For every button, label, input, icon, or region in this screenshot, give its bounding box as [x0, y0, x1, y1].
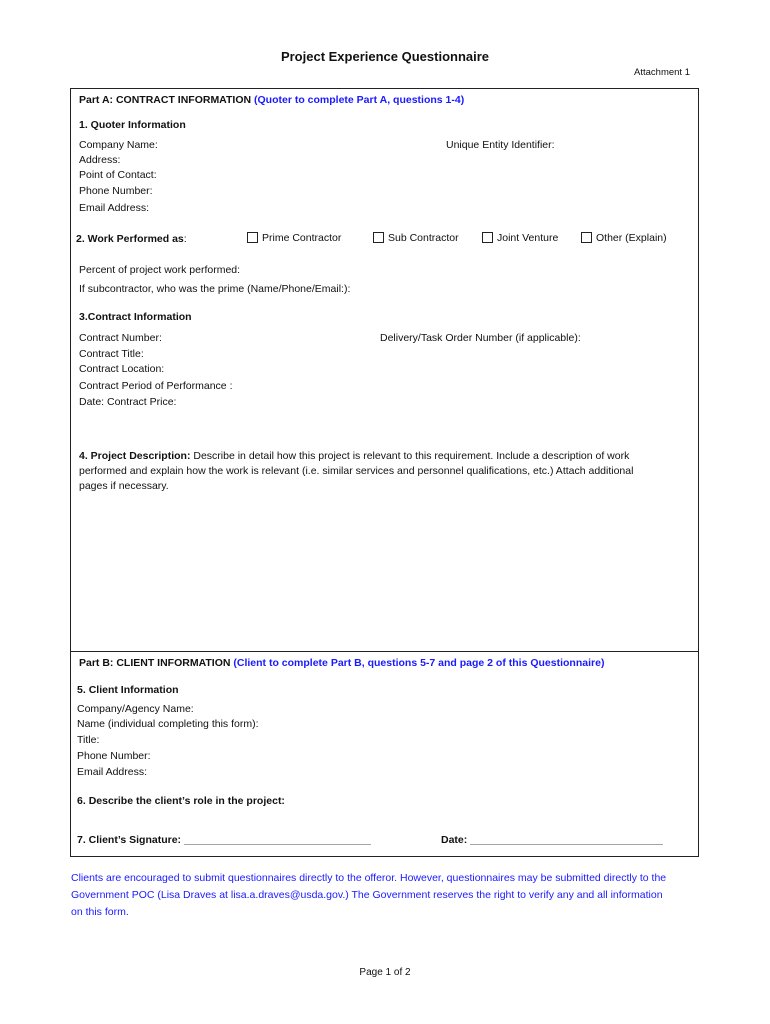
work-performed-label: [76, 233, 187, 245]
footer-note: Clients are encouraged to submit questionnaires directly to the offeror. However, questionnaires may be submitted directly to the Government POC (Lisa Draves at lisa.a.draves@usda.gov.) The Government reserves the right to verify any and all information on this form.: [71, 872, 667, 918]
client-phone-field[interactable]: Phone Number:: [77, 750, 151, 762]
quoter-information-title: 1. Quoter Information: [79, 119, 186, 131]
contract-number-field[interactable]: Contract Number:: [79, 332, 162, 344]
page-number: Page 1 of 2: [359, 967, 411, 978]
part-a-note: (Quoter to complete Part A, questions 1-4): [254, 94, 465, 106]
part-b-title: Part B: CLIENT INFORMATION: [79, 657, 231, 669]
client-title-field[interactable]: Title:: [77, 734, 100, 746]
other-option[interactable]: [581, 232, 667, 244]
point-of-contact-field[interactable]: Point of Contact:: [79, 169, 157, 181]
part-a-title: Part A: CONTRACT INFORMATION: [79, 94, 252, 106]
prime-contact-field[interactable]: If subcontractor, who was the prime (Name/Phone/Email:):: [79, 283, 351, 295]
client-information-heading: [77, 684, 179, 696]
part-b-section: [70, 651, 699, 857]
client-email-field[interactable]: Email Address:: [77, 766, 148, 778]
part-a-section: [70, 88, 699, 652]
sub-contractor-label: Sub Contractor: [388, 232, 459, 244]
client-information-number: 5.: [77, 684, 86, 696]
joint-venture-option[interactable]: [482, 232, 558, 244]
work-performed-colon: :: [183, 233, 187, 245]
contract-title-field[interactable]: Contract Title:: [79, 348, 144, 360]
company-name-field[interactable]: Company Name:: [79, 139, 158, 151]
contract-information-title: 3.Contract Information: [79, 311, 192, 323]
part-b-note: (Client to complete Part B, questions 5-7 and page 2 of this Questionnaire): [233, 657, 605, 669]
client-role-number: 6.: [77, 795, 86, 807]
prime-contractor-label: Prime Contractor: [262, 232, 342, 244]
other-label: Other (Explain): [596, 232, 667, 244]
sub-contractor-checkbox[interactable]: [373, 232, 384, 243]
joint-venture-checkbox[interactable]: [482, 232, 493, 243]
other-checkbox[interactable]: [581, 232, 592, 243]
period-of-performance-field[interactable]: Contract Period of Performance :: [79, 380, 233, 392]
phone-field[interactable]: Phone Number:: [79, 185, 153, 197]
client-role-title: Describe the client’s role in the project:: [88, 795, 285, 807]
client-signature-field[interactable]: 7. Client’s Signature: ________________________________: [77, 834, 371, 846]
project-description-title: 4. Project Description:: [79, 450, 191, 462]
project-description-text: Describe in detail how this project is relevant to this requirement. Include a description of work performed and explain how the work is relevant (i.e. similar services and personnel qualifications, etc.) Attach additional pages if necessary.: [79, 450, 634, 492]
client-information-title: Client Information: [88, 684, 179, 696]
document-title: Project Experience Questionnaire: [280, 49, 490, 64]
email-field[interactable]: Email Address:: [79, 202, 150, 214]
uei-field[interactable]: Unique Entity Identifier:: [446, 139, 555, 151]
contract-price-field[interactable]: Date: Contract Price:: [79, 396, 177, 408]
percent-work-field[interactable]: Percent of project work performed:: [79, 264, 241, 276]
sub-contractor-option[interactable]: [373, 232, 459, 244]
signature-date-field[interactable]: Date: _________________________________: [441, 834, 663, 846]
work-performed-title: 2. Work Performed as: [76, 233, 184, 245]
joint-venture-label: Joint Venture: [497, 232, 559, 244]
individual-name-field[interactable]: Name (individual completing this form):: [77, 718, 259, 730]
part-b-heading: [79, 657, 604, 669]
prime-contractor-option[interactable]: [247, 232, 341, 244]
agency-name-field[interactable]: Company/Agency Name:: [77, 703, 194, 715]
attachment-label: Attachment 1: [634, 67, 690, 78]
prime-contractor-checkbox[interactable]: [247, 232, 258, 243]
address-field[interactable]: Address:: [79, 154, 121, 166]
contract-location-field[interactable]: Contract Location:: [79, 363, 165, 375]
client-role-heading[interactable]: [77, 795, 285, 807]
delivery-order-field[interactable]: Delivery/Task Order Number (if applicable):: [380, 332, 581, 344]
part-a-heading: [79, 94, 464, 106]
project-description[interactable]: [79, 449, 639, 494]
